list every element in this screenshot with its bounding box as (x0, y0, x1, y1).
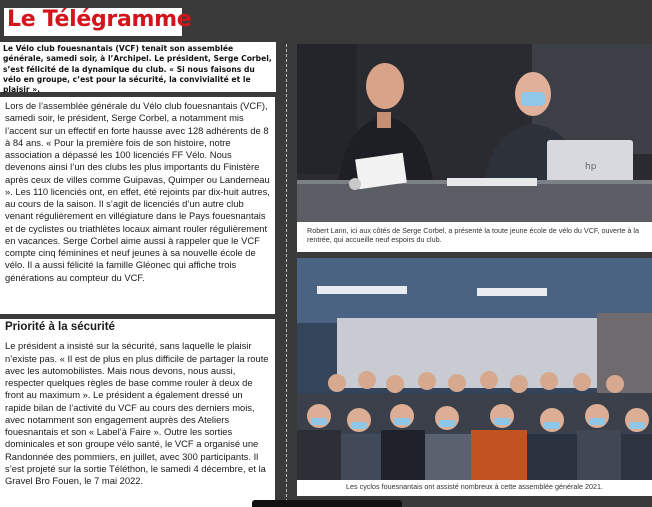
column-separator (286, 44, 287, 507)
section-title: Priorité à la sécurité (5, 321, 115, 333)
article-paragraph-1: Lors de l’assemblée générale du Vélo club fouesnantais (VCF), samedi soir, le président, Serge Corbel, a notamment mis l’accent sur un effectif en forte hausse avec 128 adhérents de 8 à 84 ans. « Pour la première fois de son histoire, notre association a dépassé les 100 licenciés FF Vélo. Nous devenons ainsi l’un des clubs les plus importants du Finistère après ceux de villes comme Guipavas, Quimper ou Landerneau ». Les 110 licenciés ont, en effet, été rejoints par dix-huit autres, au cours de la saison. Il s’agit de licenciés d’un autre club venant régulièrement en villégiature dans le Pays fouesnantais et de cyclistes ou triathlètes locaux aimant rouler régulièrement en vacances. Serge Corbel aime aussi à rappeler que le VCF compte cinq féminines et neuf jeunes à sa nouvelle école de vélo. Il a aussi félicité la famille Gléonec qui affiche trois générations au compteur du VCF. (5, 100, 270, 283)
masthead (4, 7, 192, 36)
laptop-brand: hp (585, 162, 597, 172)
photo-meeting-table (297, 44, 652, 222)
bottom-bar (252, 500, 402, 507)
photo-audience (297, 258, 652, 480)
article-body-box (0, 97, 275, 314)
masthead-title: Le Télégramme (7, 7, 192, 32)
photo-caption-2: Les cyclos fouesnantais ont assisté nombreux à cette assemblée générale 2021. (297, 480, 652, 496)
photo-caption-1: Robert Lann, ici aux côtés de Serge Corbel, a présenté la toute jeune école de vélo du VCF, ouverte à la rentrée, qui accueille neuf espoirs du club. (297, 222, 652, 252)
lead-paragraph: Le Vélo club fouesnantais (VCF) tenait son assemblée générale, samedi soir, à l’Archipel. Le président, Serge Corbel, s’est félicité de la dynamique du club. « Si nous faisons du vélo en groupe, c’est pour la sécurité, la convivialité et le plaisir ». (0, 42, 276, 92)
article-section-box (0, 319, 275, 507)
article-paragraph-2: Le président a insisté sur la sécurité, sans laquelle le plaisir n’existe pas. « Il est de plus en plus difficile de partager la route avec les automobilistes. Mais nous devons, nous aussi, respecter quelques règles de base comme rouler à deux de front au maximum ». Le président a également dressé un rapide bilan de l’activité du VCF au cours des derniers mois, avec notamment son engagement auprès des Ateliers fouesnantais et son « Label’à Faire ». Outre les sorties dominicales et son groupe vélo santé, le VCF a organisé une Randonnée des pommiers, en juillet, avec 300 participants. Il s’est projeté sur la sortie Téléthon, le samedi 4 décembre, et la Gravel Bro Fouen, le 7 mai 2022. (5, 340, 269, 486)
